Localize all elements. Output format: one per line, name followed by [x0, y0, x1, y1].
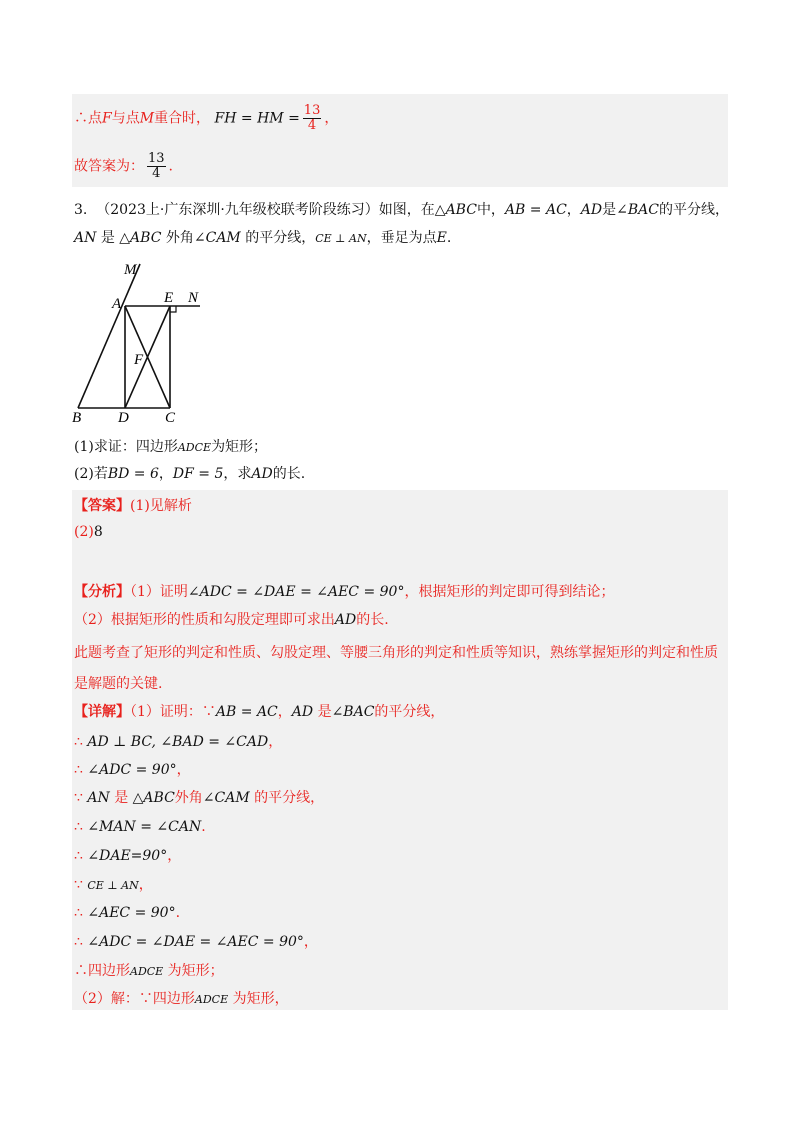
detail-line-8: ∴ ∠AEC = 90°.: [74, 905, 181, 921]
analysis-tag: 【分析】: [74, 584, 130, 600]
answer-line-1: 【答案】(1)见解析: [74, 498, 192, 514]
label-a: A: [112, 296, 122, 312]
fraction-answer: $\frac{13}{4}$: [148, 151, 165, 181]
label-m: M: [124, 262, 137, 278]
detail-tag: 【详解】: [74, 704, 130, 720]
answer-line-2: (2)8: [74, 524, 103, 540]
label-f: F: [134, 352, 144, 368]
detail-line-3: ∴ ∠ADC = 90°，: [74, 762, 191, 778]
detail-line-1: 【详解】（1）证明：∵AB = AC，AD 是∠BAC的平分线，: [74, 704, 445, 720]
line-bm: [78, 264, 140, 408]
detail-line-4: ∵ AN 是 △ABC外角∠CAM 的平分线，: [74, 790, 325, 806]
prev-line-1: ∴点F与点M重合时， FH = HM = $\frac{13}{4}$ ，: [74, 103, 339, 133]
detail-line-10: ∴四边形ADCE 为矩形；: [74, 963, 224, 979]
detail-line-9: ∴ ∠ADC = ∠DAE = ∠AEC = 90°，: [74, 934, 318, 950]
detail-line-11: （2）解：∵四边形ADCE 为矩形，: [74, 991, 289, 1007]
detail-line-7: ∵ CE ⊥ AN，: [74, 877, 153, 893]
label-b: B: [72, 410, 82, 423]
detail-line-2: ∴ AD ⊥ BC, ∠BAD = ∠CAD，: [74, 734, 283, 750]
question-part-2: (2)若BD = 6，DF = 5，求AD的长.: [74, 466, 306, 482]
label-e: E: [164, 290, 174, 306]
label-n: N: [188, 290, 199, 306]
detail-line-6: ∴ ∠DAE=90°，: [74, 848, 182, 864]
question-line-1: 3. （2023上·广东深圳·九年级校联考阶段练习）如图，在△ABC中，AB = AC，AD是∠BAC的平分线，: [74, 202, 729, 218]
analysis-line-3: 此题考查了矩形的判定和性质、勾股定理、等腰三角形的判定和性质等知识，熟练掌握矩形的判定和性质: [74, 645, 718, 661]
label-c: C: [165, 410, 176, 423]
fraction-13-4: $\frac{13}{4}$: [303, 103, 321, 133]
answer-tag: 【答案】: [74, 498, 130, 514]
analysis-line-2: （2）根据矩形的性质和勾股定理即可求出AD的长.: [74, 612, 389, 628]
question-part-1: (1)求证：四边形ADCE为矩形；: [74, 439, 268, 455]
right-angle-mark: [170, 306, 176, 312]
geometry-figure: [70, 258, 220, 423]
label-d: D: [118, 410, 129, 423]
question-line-2: AN 是 △ABC 外角∠CAM 的平分线，CE ⊥ AN，垂足为点E.: [74, 230, 452, 246]
analysis-line-1: 【分析】（1）证明∠ADC = ∠DAE = ∠AEC = 90°，根据矩形的判定即可得到结论；: [74, 584, 615, 600]
analysis-line-4: 是解题的关键.: [74, 676, 163, 692]
fh-equation: FH = HM =: [214, 110, 300, 127]
detail-line-5: ∴ ∠MAN = ∠CAN.: [74, 819, 206, 835]
prev-line-2: 故答案为： $\frac{13}{4}$ .: [74, 151, 173, 181]
